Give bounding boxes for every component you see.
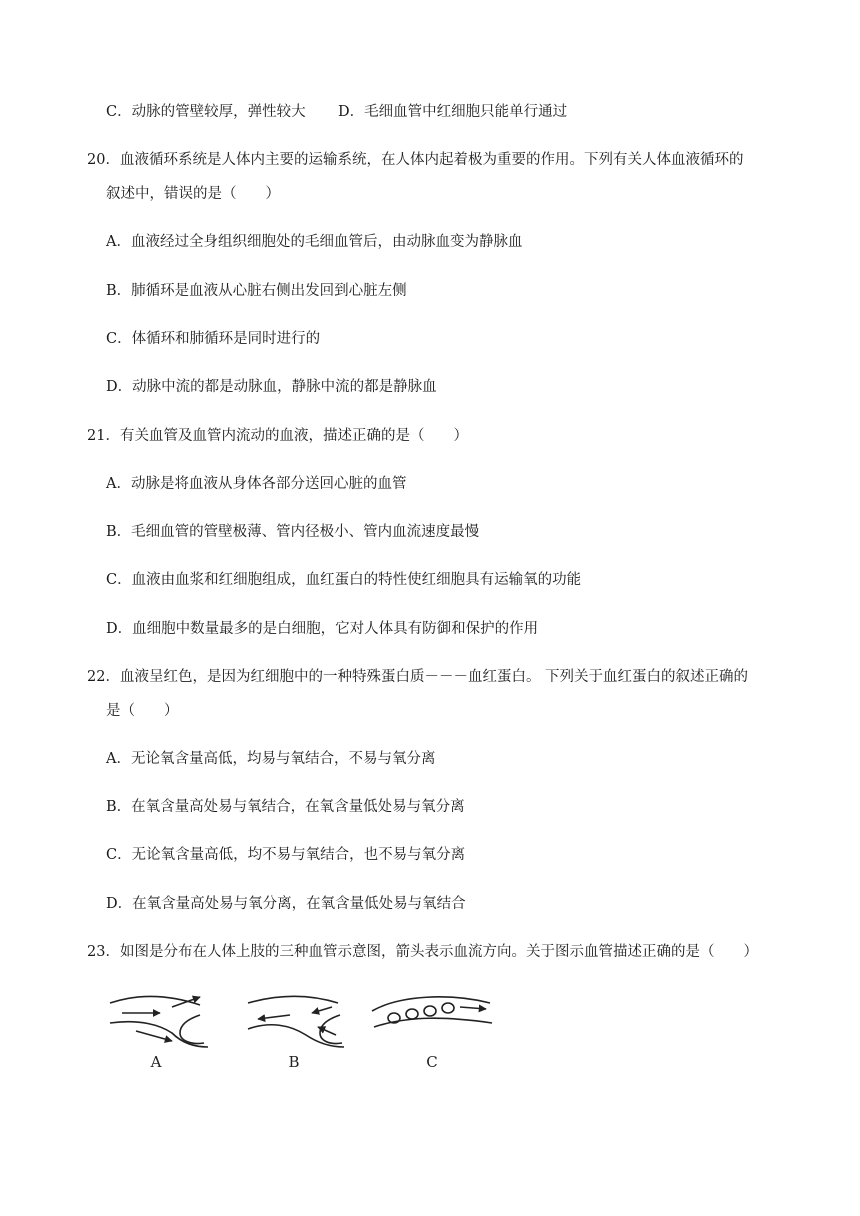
question-21-option-c: C．血液由血浆和红细胞组成，血红蛋白的特性使红细胞具有运输氧的功能: [106, 572, 582, 588]
question-21-stem: 21．有关血管及血管内流动的血液，描述正确的是（ ）: [87, 428, 468, 444]
question-20-stem-cont: 叙述中，错误的是（ ）: [106, 186, 280, 202]
question-22-option-c: C．无论氧含量高低，均不易与氧结合，也不易与氧分离: [106, 847, 466, 863]
question-21-option-a: A．动脉是将血液从身体各部分送回心脏的血管: [106, 476, 407, 492]
question-22-stem-cont: 是（ ）: [106, 703, 179, 719]
figure-label-c: C: [426, 1053, 438, 1071]
vessel-a-diagram: [110, 996, 208, 1047]
question-20-option-c: C．体循环和肺循环是同时进行的: [106, 331, 321, 347]
vessel-c-diagram: [372, 997, 492, 1027]
question-22-option-b: B．在氧含量高处易与氧结合，在氧含量低处易与氧分离: [106, 799, 465, 815]
question-21-option-d: D．血细胞中数量最多的是白细胞，它对人体具有防御和保护的作用: [106, 621, 539, 637]
question-20-option-a: A．血液经过全身组织细胞处的毛细血管后，由动脉血变为静脉血: [106, 234, 523, 250]
question-22-stem: 22．血液呈红色，是因为红细胞中的一种特殊蛋白质－－－血红蛋白。 下列关于血红蛋白的叙述正确的: [87, 669, 749, 685]
blood-vessel-figure: [100, 985, 520, 1075]
vessel-b-diagram: [248, 996, 344, 1047]
question-20-stem: 20．血液循环系统是人体内主要的运输系统，在人体内起着极为重要的作用。下列有关人体血液循环的: [87, 152, 744, 168]
question-22-option-d: D．在氧含量高处易与氧分离，在氧含量低处易与氧结合: [106, 896, 466, 912]
figure-label-a: A: [150, 1053, 162, 1071]
figure-label-b: B: [288, 1053, 300, 1071]
question-21-option-b: B．毛细血管的管壁极薄、管内径极小、管内血流速度最慢: [106, 524, 480, 540]
question-20-option-b: B．肺循环是血液从心脏右侧出发回到心脏左侧: [106, 283, 407, 299]
question-23-stem: 23．如图是分布在人体上肢的三种血管示意图，箭头表示血流方向。关于图示血管描述正确的是（ ）: [87, 944, 758, 960]
option-d: D．毛细血管中红细胞只能单行通过: [338, 104, 568, 120]
question-22-option-a: A．无论氧含量高低，均易与氧结合，不易与氧分离: [106, 751, 436, 767]
question-20-option-d: D．动脉中流的都是动脉血，静脉中流的都是静脉血: [106, 379, 437, 395]
option-c: C．动脉的管壁较厚，弹性较大: [106, 104, 306, 120]
